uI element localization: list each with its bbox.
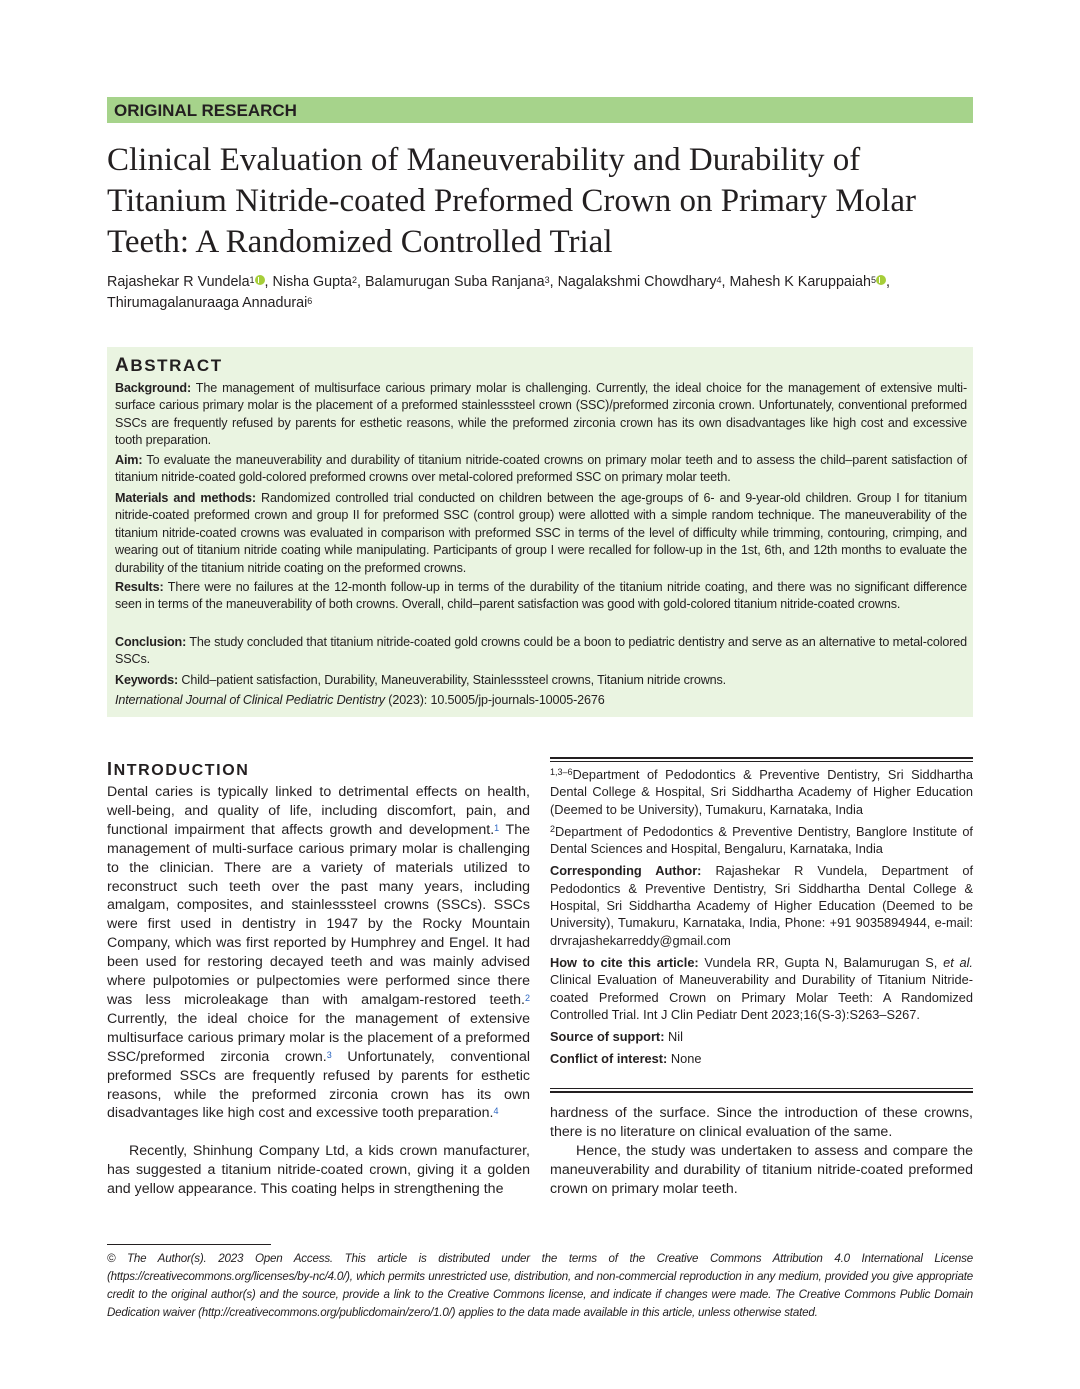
affiliation-bottom-rule [550, 1091, 973, 1093]
reference-link[interactable]: 2 [524, 992, 530, 1003]
introduction-heading [107, 759, 249, 780]
author-affiliation-sup: 5 [870, 275, 876, 285]
author-affiliation-sup: 1 [249, 275, 255, 285]
label: How to cite this article: [550, 954, 699, 970]
abstract-results [115, 579, 967, 614]
orcid-icon[interactable] [876, 275, 886, 285]
label: Conflict of interest: [550, 1051, 668, 1067]
abstract-heading-initial: A [115, 355, 131, 376]
author-name: Thirumagalanuraaga Annadurai [107, 295, 308, 311]
footer-rule [107, 1244, 271, 1245]
affiliation-box [550, 766, 973, 1073]
text: The management of multi-surface carious primary molar is challenging to the clinician. There are a variety of materials utilized to reconstruct such teeth over the past many years, including amalgam, composites, and stainlesssteel crowns (SSCs). SSCs were first used in dentistry in 1947 by the Rocky Mountain Company, which was first reported by Humphrey and Engel. It had been used for restoring decayed teeth and was mainly advised where pulpotomies or pulpectomies were performed since there was less microleakage than with amalgam-restored teeth. [107, 821, 530, 1008]
conflict-of-interest [550, 1050, 973, 1067]
doi: (2023): 10.5005/jp-journals-10005-2676 [384, 693, 605, 707]
author-name: Balamurugan Suba Ranjana [364, 274, 545, 290]
text: Child–patient satisfaction, Durability, Maneuverability, Stainlesssteel crowns, Titanium nitride crowns. [178, 673, 726, 687]
introduction-paragraph-2: Recently, Shinhung Company Ltd, a kids crown manufacturer, has suggested a titanium nitride-coated crown, giving it a golden and yellow appearance. This coating helps in strengthening the [107, 1143, 530, 1197]
label: Aim: [115, 453, 143, 467]
label: Results: [115, 580, 164, 594]
text: Department of Pedodontics & Preventive Dentistry, Banglore Institute of Dental Sciences and Hospital, Bengaluru, Karnataka, India [550, 823, 973, 857]
orcid-icon[interactable] [255, 275, 265, 285]
author-affiliation-sup: 2 [351, 275, 357, 285]
text: Rajashekar R Vundela, Department of Pedodontics & Preventive Dentistry, Sri Siddhartha Dental College & Hospital, Sri Siddhartha Academy of Higher Education (Deemed to be University), Tumakuru, Karnataka, India, Phone: +91 9035894944, e-mail: drvrajashekarreddy@gmail.com [550, 863, 973, 948]
abstract-aim [115, 452, 967, 487]
corresponding-author [550, 862, 973, 948]
text: Randomized controlled trial conducted on children between the age-groups of 6- and 9-year-old children. Group I for titanium nitride-coated preformed crown and group II for preformed SSC (control group) were allotted with a simple random technique. The maneuverability of the titanium nitride-coated crowns was evaluated in comparison with preformed SSC in terms of the level of difficulty while trimming, contouring, crimping, and wearing out of titanium nitride coating while manipulating. Participants of group I were recalled for follow-up in the 1st, 6th, and 12th months to evaluate the durability of the titanium nitride coating on the preformed crowns. [115, 491, 968, 575]
label: Materials and methods: [115, 491, 256, 505]
text: There were no failures at the 12-month follow-up in terms of the durability of the titanium nitride coating, and there was no significant difference seen in terms of the maneuverability of both crowns. Overall, child–parent satisfaction was good with gold-colored titanium nitride-coated crowns. [115, 580, 967, 612]
et-al: et al. [943, 954, 973, 970]
text: Nil [664, 1029, 683, 1045]
article-title: Clinical Evaluation of Maneuverability and Durability of Titanium Nitride-coated Preformed Crown on Primary Molar Teeth: A Randomized Controlled Trial [107, 142, 916, 260]
affiliation-2 [550, 823, 973, 858]
text: The study concluded that titanium nitride-coated gold crowns could be a boon to pediatric dentistry and serve as an alternative to metal-colored SSCs. [115, 635, 967, 667]
how-to-cite [550, 954, 973, 1023]
author-name: Nagalakshmi Chowdhary [557, 274, 717, 290]
affiliation-sup: 2 [550, 823, 556, 834]
source-of-support [550, 1028, 973, 1045]
abstract-conclusion [115, 634, 967, 669]
author-affiliation-sup: 6 [307, 296, 313, 306]
text: Department of Pedodontics & Preventive Dentistry, Sri Siddhartha Dental College & Hospital, Sri Siddhartha Academy of Higher Education (Deemed to be University), Tumakuru, Karnataka, India [550, 767, 973, 817]
introduction-heading-rest: NTRODUCTION [113, 762, 250, 779]
text: None [667, 1051, 702, 1067]
introduction-paragraph-1 [107, 783, 530, 1123]
text: The management of multisurface carious primary molar is challenging. Currently, the ideal choice for the management of extensive multi-surface carious primary molar is the placement of a preformed stainlesssteel crown (SSC)/preformed zirconia crown. Unfortunately, conventional preformed SSCs are frequently refused by parents for esthetic reasons, while the preformed zirconia crown has its own disadvantages like high cost and excessive tooth preparation. [115, 381, 967, 448]
author-affiliation-sup: 4 [716, 275, 722, 285]
affiliation-bottom-rule-thin [550, 1088, 973, 1089]
right-column-paragraph-1: hardness of the surface. Since the introduction of these crowns, there is no literature on clinical evaluation of the same. [550, 1105, 973, 1140]
introduction-heading-initial: I [107, 759, 114, 779]
author-list: Rajashekar R Vundela$^1$ , Nisha Gupta$^2$, Balamurugan Suba Ranjana$^3$, Nagalakshmi Chowdhary$^4$, Mahesh K Karuppaiah$^5$ , Thirumagalanuraaga Annadurai$^6$ [107, 274, 890, 311]
license-text: © The Author(s). 2023 Open Access. This article is distributed under the terms of the Creative Commons Attribution 4.0 International License (https://creativecommons.org/licenses/by-nc/4.0/), which permits unrestricted use, distribution, and non-commercial reproduction in any medium, provided you give appropriate credit to the original author(s) and the source, provide a link to the Creative Commons license, and indicate if changes were made. The Creative Commons Public Domain Dedication waiver (http://creativecommons.org/publicdomain/zero/1.0/) applies to the data made available in this article, unless otherwise stated. [107, 1252, 973, 1320]
affiliation-top-rule [550, 757, 973, 759]
affiliation-top-rule-thin [550, 761, 973, 762]
reference-link[interactable]: 1 [494, 822, 500, 833]
label: Keywords: [115, 673, 179, 687]
abstract-keywords [115, 672, 967, 689]
author-name: Mahesh K Karuppaiah [729, 274, 871, 290]
text: Vundela RR, Gupta N, Balamurugan S, [698, 954, 944, 970]
reference-link[interactable]: 4 [493, 1106, 499, 1117]
journal-name: International Journal of Clinical Pediatric Dentistry [115, 693, 385, 707]
reference-link[interactable]: 3 [326, 1049, 332, 1060]
author-name: Nisha Gupta [272, 274, 352, 290]
label: Source of support: [550, 1029, 665, 1045]
text: Clinical Evaluation of Maneuverability and Durability of Titanium Nitride-coated Preformed Crown on Primary Molar Teeth: A Randomized Controlled Trial. Int J Clin Pediatr Dent 2023;16(S-3):S263–S267. [550, 972, 973, 1022]
text: Unfortunately, conventional preformed SSCs are frequently refused by parents for esthetic reasons, while the preformed zirconia crown has its own disadvantages like high cost and excessive tooth preparation. [107, 1048, 530, 1122]
label: Conclusion: [115, 635, 187, 649]
abstract-methods [115, 490, 967, 577]
text: To evaluate the maneuverability and durability of titanium nitride-coated crowns on primary molar teeth and to assess the child–parent satisfaction of titanium nitride-coated gold-colored preformed crowns over metal-colored preformed SSC on primary molar teeth. [115, 453, 967, 485]
journal-citation [115, 692, 967, 709]
text: Currently, the ideal choice for the management of extensive multisurface carious primary molar is the placement of a preformed SSC/preformed zirconia crown. [107, 1010, 530, 1065]
abstract-heading-rest: BSTRACT [130, 356, 223, 375]
affiliation-sup: 1,3–6 [550, 767, 573, 777]
abstract-heading [115, 355, 223, 377]
abstract-background [115, 380, 967, 450]
right-column-paragraph-2: Hence, the study was undertaken to assess and compare the maneuverability and durability of titanium nitride-coated preformed crown on primary molar teeth. [550, 1143, 973, 1197]
label: Background: [115, 381, 192, 395]
author-name: Rajashekar R Vundela [107, 274, 250, 290]
author-affiliation-sup: 3 [544, 275, 550, 285]
section-tag: ORIGINAL RESEARCH [107, 97, 973, 123]
affiliation-1 [550, 766, 973, 818]
label: Corresponding Author: [550, 863, 702, 879]
text: Dental caries is typically linked to detrimental effects on health, well-being, and quality of life, including discomfort, pain, and functional impairment that affects growth and development. [107, 784, 530, 838]
